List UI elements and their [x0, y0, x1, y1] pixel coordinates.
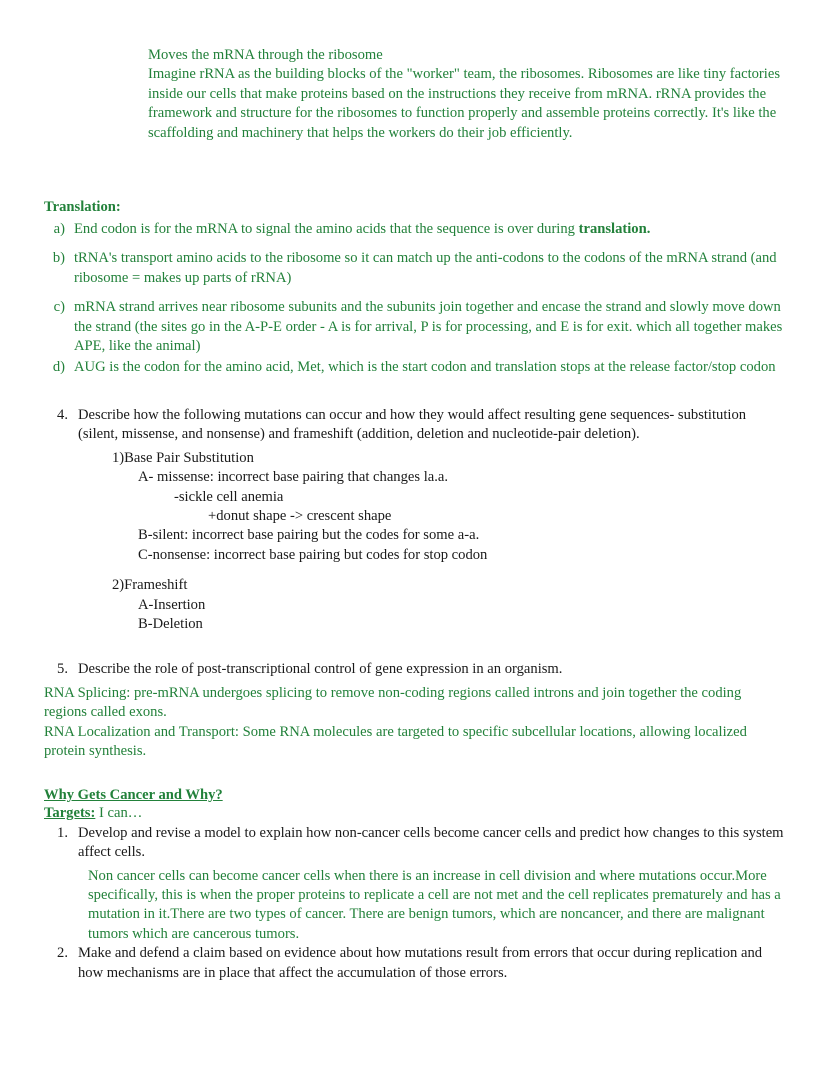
rrna-section: [148, 46, 784, 143]
list-text: AUG is the codon for the amino acid, Met, which is the start codon and translation stops at the release factor/stop codon: [74, 359, 776, 376]
spacer: [44, 143, 784, 199]
list-text: tRNA's transport amino acids to the ribosome so it can match up the anti-codons to the codons of the mRNA strand (and ribosome = makes up parts of rRNA): [74, 250, 777, 286]
sub1-line: B-silent: incorrect base pairing but the codes for some a-a.: [138, 527, 480, 544]
answer-line: RNA Localization and Transport: Some RNA molecules are targeted to specific subcellular locations, allowing localized protein synthesis.: [44, 723, 747, 759]
list-item: [44, 406, 784, 445]
translation-heading: Translation:: [44, 199, 121, 216]
targets-line: [44, 804, 784, 823]
spacer: [112, 565, 784, 576]
sub2-line: A-Insertion: [138, 596, 206, 613]
cancer-heading: Why Gets Cancer and Why?: [44, 787, 223, 804]
question-5-answer: [44, 684, 784, 762]
list-text-main: End codon is for the mRNA to signal the amino acids that the sequence is over during: [74, 221, 579, 238]
sub1-line: C-nonsense: incorrect base pairing but codes for stop codon: [138, 546, 488, 563]
cancer-answer-1: [88, 867, 784, 945]
targets-label: Targets:: [44, 805, 96, 822]
list-marker: b): [52, 250, 65, 267]
question-5: [44, 660, 784, 679]
list-marker: 2.: [57, 945, 68, 962]
list-item: [44, 298, 784, 356]
answer-text: Non cancer cells can become cancer cells when there is an increase in cell division and where mutations occur.More specifically, this is when the proper proteins to replicate a cell are not met and the cell replicates prematurely and has a mutation in it.There are two types of cancer. There are benign tumors, which are noncancer, and there are malignant tumors which are cancerous tumors.: [88, 867, 781, 942]
list-marker: c): [53, 299, 65, 316]
sub1-line: +donut shape -> crescent shape: [208, 507, 392, 524]
list-text-bold: translation.: [578, 221, 651, 238]
list-item: [44, 358, 784, 377]
list-marker: 5.: [57, 661, 68, 678]
spacer: [44, 380, 784, 406]
sub2-line: B-Deletion: [138, 615, 203, 632]
spacer: [44, 634, 784, 660]
list-marker: 1.: [57, 824, 68, 841]
rrna-line-1: Moves the mRNA through the ribosome: [148, 47, 383, 63]
question-5-prompt: Describe the role of post-transcriptional control of gene expression in an organism.: [78, 661, 563, 678]
list-marker: d): [52, 359, 65, 376]
list-text: [74, 220, 784, 239]
list-item: [44, 249, 784, 288]
sub1-label: 1)Base Pair Substitution: [112, 449, 254, 466]
spacer: [44, 761, 784, 787]
cancer-list: [44, 824, 784, 863]
list-item: [44, 944, 784, 983]
sub1-line: A- missense: incorrect base pairing that changes la.a.: [138, 469, 449, 486]
rrna-line-2: Imagine rRNA as the building blocks of the "worker" team, the ribosomes. Ribosomes are like tiny factories inside our cells that make proteins based on the instructions they receive from mRNA. rRNA provides the framework and structure for the ribosomes to function properly and assemble proteins correctly. It's like the scaffolding and machinery that helps the workers do their job efficiently.: [148, 66, 781, 141]
cancer-prompt: Make and defend a claim based on evidence about how mutations result from errors that occur during replication and how mechanisms are in place that affect the accumulation of those errors.: [78, 945, 763, 981]
targets-text: I can…: [95, 805, 143, 822]
list-item: [44, 824, 784, 863]
translation-list: [44, 220, 784, 378]
list-item: [44, 660, 784, 679]
cancer-prompt: Develop and revise a model to explain how non-cancer cells become cancer cells and predict how changes to this system affect cells.: [78, 824, 784, 861]
list-item: [44, 220, 784, 239]
list-text: mRNA strand arrives near ribosome subunits and the subunits join together and encase the strand and slowly move down the strand (the sites go in the A-P-E order - A is for arrival, P is for processing, and E is for exit. which all together makes APE, like the animal): [74, 299, 783, 355]
question-4: [44, 406, 784, 445]
list-marker: a): [53, 221, 65, 238]
question-4-answer: [112, 449, 784, 635]
list-marker: 4.: [57, 406, 68, 423]
answer-line: RNA Splicing: pre-mRNA undergoes splicing to remove non-coding regions called introns and join together the coding regions called exons.: [44, 684, 742, 721]
sub2-label: 2)Frameshift: [112, 577, 188, 594]
cancer-list-2: [44, 944, 784, 983]
question-4-prompt: Describe how the following mutations can occur and how they would affect resulting gene sequences- substitution (silent, missense, and nonsense) and frameshift (addition, deletion and nucleotide-pair deletion).: [78, 406, 747, 443]
sub1-line: -sickle cell anemia: [174, 488, 284, 505]
